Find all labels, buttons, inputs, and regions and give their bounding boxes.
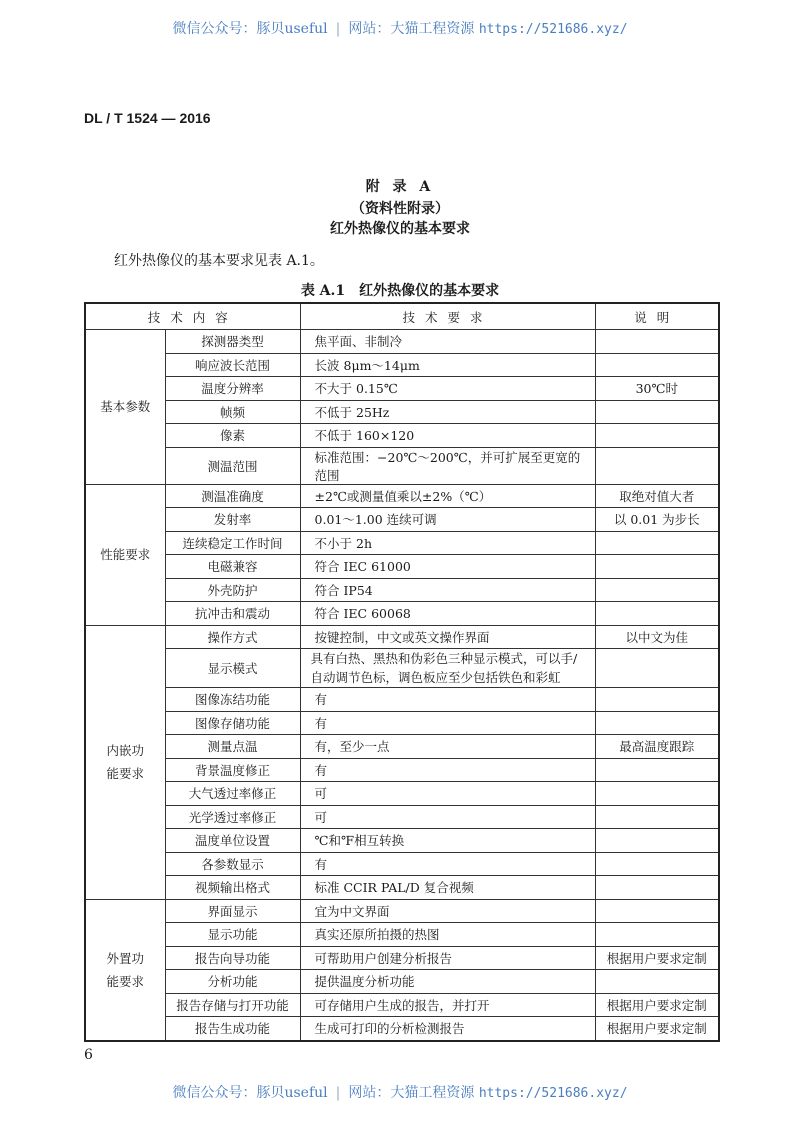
item-cell: 各参数显示 (165, 852, 300, 876)
table-row (85, 758, 719, 782)
item-cell: 探测器类型 (165, 330, 300, 354)
watermark-site: 网站：大猫工程资源 (348, 1085, 475, 1101)
requirement-cell: 提供温度分析功能 (300, 970, 595, 994)
note-cell (595, 876, 719, 900)
requirement-cell: 有 (300, 758, 595, 782)
note-cell (595, 688, 719, 712)
note-cell (595, 899, 719, 923)
table-row (85, 711, 719, 735)
table-row (85, 330, 719, 354)
watermark-separator: | (335, 1085, 341, 1101)
table-row (85, 852, 719, 876)
item-cell: 报告存储与打开功能 (165, 993, 300, 1017)
note-cell (595, 758, 719, 782)
item-cell: 大气透过率修正 (165, 782, 300, 806)
note-cell (595, 923, 719, 947)
item-cell: 界面显示 (165, 899, 300, 923)
group-cell: 性能要求 (85, 484, 165, 625)
table-row (85, 1017, 719, 1041)
item-cell: 报告向导功能 (165, 946, 300, 970)
requirement-cell: 标准范围：−20℃～200℃，并可扩展至更宽的范围 (300, 447, 595, 484)
item-cell: 温度单位设置 (165, 829, 300, 853)
document-code: DL / T 1524 — 2016 (84, 110, 211, 126)
watermark-site: 网站：大猫工程资源 (348, 21, 475, 37)
watermark-top (0, 18, 800, 38)
requirement-cell: 生成可打印的分析检测报告 (300, 1017, 595, 1041)
requirement-cell: 符合 IEC 60068 (300, 602, 595, 626)
item-cell: 测温准确度 (165, 484, 300, 508)
item-cell: 外壳防护 (165, 578, 300, 602)
table-row (85, 625, 719, 649)
requirement-cell: 有 (300, 688, 595, 712)
item-cell: 图像冻结功能 (165, 688, 300, 712)
note-cell (595, 829, 719, 853)
requirement-cell: 符合 IEC 61000 (300, 555, 595, 579)
requirement-cell: 不小于 2h (300, 531, 595, 555)
item-cell: 背景温度修正 (165, 758, 300, 782)
note-cell (595, 782, 719, 806)
table-row (85, 970, 719, 994)
item-cell: 操作方式 (165, 625, 300, 649)
watermark-wechat: 微信公众号：豚贝useful (172, 21, 328, 37)
note-cell (595, 805, 719, 829)
item-cell: 显示模式 (165, 649, 300, 688)
table-row (85, 555, 719, 579)
table-row (85, 353, 719, 377)
requirement-cell: ±2℃或测量值乘以±2%（℃） (300, 484, 595, 508)
requirement-cell: 焦平面、非制冷 (300, 330, 595, 354)
note-cell (595, 330, 719, 354)
table-caption: 表 A.1 红外热像仪的基本要求 (300, 283, 500, 299)
item-cell: 抗冲击和震动 (165, 602, 300, 626)
item-cell: 分析功能 (165, 970, 300, 994)
note-cell (595, 578, 719, 602)
note-cell (595, 649, 719, 688)
note-cell (595, 353, 719, 377)
requirement-cell: 按键控制，中文或英文操作界面 (300, 625, 595, 649)
note-cell: 根据用户要求定制 (595, 993, 719, 1017)
table-header-row (85, 303, 719, 330)
note-cell (595, 447, 719, 484)
requirement-cell: 有 (300, 711, 595, 735)
item-cell: 测量点温 (165, 735, 300, 759)
item-cell: 温度分辨率 (165, 377, 300, 401)
watermark-url: https://521686.xyz/ (478, 22, 628, 37)
note-cell (595, 602, 719, 626)
requirement-cell: 长波 8μm～14μm (300, 353, 595, 377)
table-row (85, 899, 719, 923)
table-body (85, 330, 719, 1041)
item-cell: 连续稳定工作时间 (165, 531, 300, 555)
table-row (85, 829, 719, 853)
table-row (85, 782, 719, 806)
table-row (85, 400, 719, 424)
item-cell: 测温范围 (165, 447, 300, 484)
watermark-separator: | (335, 21, 341, 37)
note-cell (595, 531, 719, 555)
group-cell: 内嵌功能要求 (85, 625, 165, 899)
table-row (85, 531, 719, 555)
group-cell: 外置功能要求 (85, 899, 165, 1041)
requirement-cell: ℃和℉相互转换 (300, 829, 595, 853)
requirement-cell: 可 (300, 805, 595, 829)
note-cell: 以中文为佳 (595, 625, 719, 649)
header-notes: 说明 (595, 303, 719, 330)
requirement-cell: 可 (300, 782, 595, 806)
item-cell: 电磁兼容 (165, 555, 300, 579)
note-cell (595, 400, 719, 424)
table-row (85, 876, 719, 900)
note-cell (595, 970, 719, 994)
item-cell: 图像存储功能 (165, 711, 300, 735)
table-row (85, 578, 719, 602)
table-row (85, 993, 719, 1017)
table-row (85, 805, 719, 829)
watermark-wechat: 微信公众号：豚贝useful (172, 1085, 328, 1101)
requirement-cell: 0.01～1.00 连续可调 (300, 508, 595, 532)
note-cell (595, 711, 719, 735)
requirement-cell: 有，至少一点 (300, 735, 595, 759)
note-cell (595, 555, 719, 579)
item-cell: 响应波长范围 (165, 353, 300, 377)
requirement-cell: 标准 CCIR PAL/D 复合视频 (300, 876, 595, 900)
table-row (85, 377, 719, 401)
requirement-cell: 不低于 160×120 (300, 424, 595, 448)
item-cell: 显示功能 (165, 923, 300, 947)
page-number: 6 (84, 1047, 93, 1063)
requirement-cell: 不低于 25Hz (300, 400, 595, 424)
appendix-subtitle: （资料性附录） (351, 201, 449, 217)
table-row (85, 484, 719, 508)
intro-paragraph: 红外热像仪的基本要求见表 A.1。 (114, 253, 324, 269)
table-row (85, 424, 719, 448)
item-cell: 光学透过率修正 (165, 805, 300, 829)
note-cell (595, 852, 719, 876)
requirements-table (84, 302, 720, 1042)
requirement-cell: 可帮助用户创建分析报告 (300, 946, 595, 970)
table-row (85, 447, 719, 484)
watermark-bottom (0, 1082, 800, 1102)
appendix-title: 附 录 A (365, 179, 435, 195)
requirement-cell: 符合 IP54 (300, 578, 595, 602)
appendix-heading: 红外热像仪的基本要求 (330, 221, 470, 237)
group-cell: 基本参数 (85, 330, 165, 485)
table-row (85, 923, 719, 947)
table-row (85, 649, 719, 688)
table-row (85, 688, 719, 712)
header-tech-requirement: 技术要求 (300, 303, 595, 330)
header-tech-content: 技术内容 (85, 303, 300, 330)
note-cell: 以 0.01 为步长 (595, 508, 719, 532)
note-cell: 取绝对值大者 (595, 484, 719, 508)
note-cell: 最高温度跟踪 (595, 735, 719, 759)
table-row (85, 946, 719, 970)
item-cell: 发射率 (165, 508, 300, 532)
item-cell: 报告生成功能 (165, 1017, 300, 1041)
requirement-cell: 宜为中文界面 (300, 899, 595, 923)
note-cell (595, 424, 719, 448)
item-cell: 像素 (165, 424, 300, 448)
table-row (85, 735, 719, 759)
requirement-cell: 具有白热、黑热和伪彩色三种显示模式，可以手/自动调节色标，调色板应至少包括铁色和彩虹 (300, 649, 595, 688)
note-cell: 30℃时 (595, 377, 719, 401)
requirement-cell: 真实还原所拍摄的热图 (300, 923, 595, 947)
table-row (85, 508, 719, 532)
note-cell: 根据用户要求定制 (595, 946, 719, 970)
requirement-cell: 有 (300, 852, 595, 876)
watermark-url: https://521686.xyz/ (478, 1086, 628, 1101)
requirement-cell: 可存储用户生成的报告，并打开 (300, 993, 595, 1017)
item-cell: 帧频 (165, 400, 300, 424)
item-cell: 视频输出格式 (165, 876, 300, 900)
table-row (85, 602, 719, 626)
note-cell: 根据用户要求定制 (595, 1017, 719, 1041)
requirement-cell: 不大于 0.15℃ (300, 377, 595, 401)
